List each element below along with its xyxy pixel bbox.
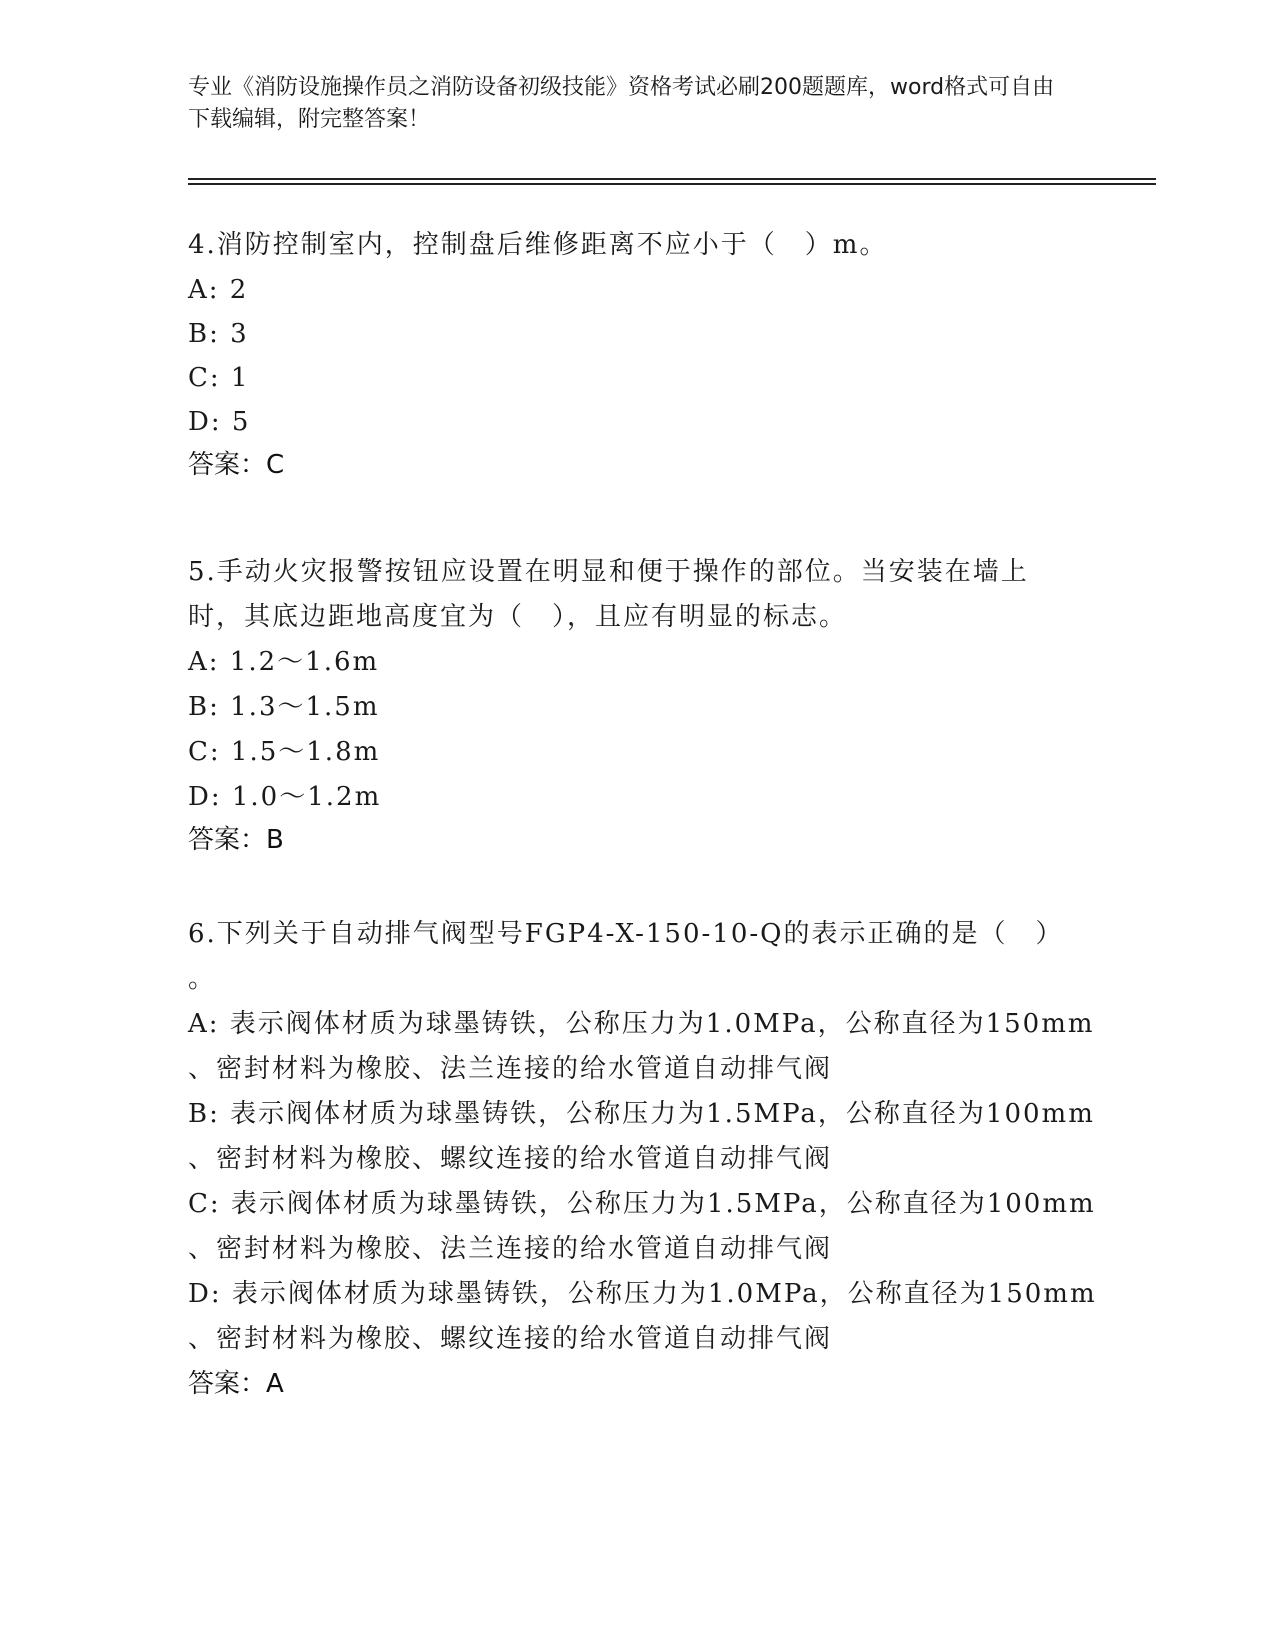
header-rule-top <box>188 178 1156 180</box>
question-4-option-a: A: 2 <box>188 275 249 305</box>
header-rule-bottom <box>188 183 1156 185</box>
question-4-answer: 答案：C <box>188 450 285 480</box>
question-5-stem-line-2: 时，其底边距地高度宜为（ ），且应有明显的标志。 <box>188 602 848 632</box>
question-4-option-c: C: 1 <box>188 363 250 393</box>
question-6-option-a-line-1: A: 表示阀体材质为球墨铸铁，公称压力为1.0MPa，公称直径为150mm <box>188 1009 1095 1039</box>
question-4-option-b: B: 3 <box>188 319 249 349</box>
question-6-option-d-line-1: D: 表示阀体材质为球墨铸铁，公称压力为1.0MPa，公称直径为150mm <box>188 1279 1097 1309</box>
question-5-option-d: D: 1.0～1.2m <box>188 782 382 812</box>
question-5-stem-line-1: 5.手动火灾报警按钮应设置在明显和便于操作的部位。当安装在墙上 <box>188 557 1029 587</box>
question-6-stem-line-1: 6.下列关于自动排气阀型号FGP4-X-150-10-Q的表示正确的是（ ） <box>188 919 1064 949</box>
question-4-option-d: D: 5 <box>188 407 251 437</box>
question-6-stem-line-2: 。 <box>188 964 217 994</box>
question-6-option-b-line-1: B: 表示阀体材质为球墨铸铁，公称压力为1.5MPa，公称直径为100mm <box>188 1099 1095 1129</box>
question-6-option-a-line-2: 、密封材料为橡胶、法兰连接的给水管道自动排气阀 <box>188 1054 833 1084</box>
question-4-stem: 4.消防控制室内，控制盘后维修距离不应小于（ ）m。 <box>188 230 888 260</box>
question-5-answer: 答案：B <box>188 825 284 855</box>
question-5-option-b: B: 1.3～1.5m <box>188 692 380 722</box>
question-6-option-b-line-2: 、密封材料为橡胶、螺纹连接的给水管道自动排气阀 <box>188 1144 833 1174</box>
question-6-option-d-line-2: 、密封材料为橡胶、螺纹连接的给水管道自动排气阀 <box>188 1324 833 1354</box>
question-6-answer: 答案：A <box>188 1369 284 1399</box>
document-header: 专业《消防设施操作员之消防设备初级技能》资格考试必刷200题题库，word格式可自由下载编辑，附完整答案！ <box>188 75 1055 132</box>
question-6-option-c-line-2: 、密封材料为橡胶、法兰连接的给水管道自动排气阀 <box>188 1234 833 1264</box>
question-6-option-c-line-1: C: 表示阀体材质为球墨铸铁，公称压力为1.5MPa，公称直径为100mm <box>188 1189 1096 1219</box>
question-5-option-c: C: 1.5～1.8m <box>188 737 381 767</box>
question-5-option-a: A: 1.2～1.6m <box>188 647 380 677</box>
